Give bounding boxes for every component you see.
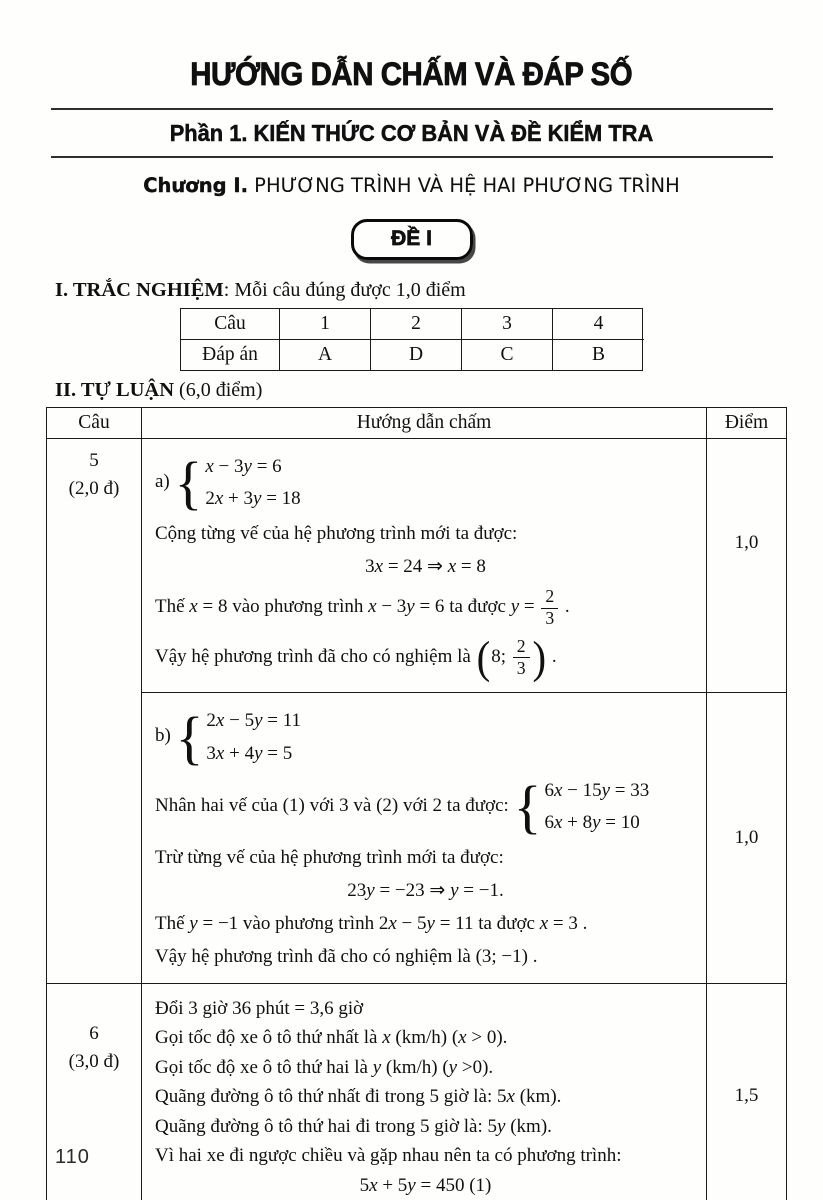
text-run: >0).: [457, 1056, 494, 1078]
brace-icon: {: [174, 449, 203, 516]
math-run: x: [382, 1027, 391, 1049]
system-equation: 3x + 4y = 5: [206, 742, 293, 764]
page-number: 110: [55, 1146, 90, 1168]
answer-table-cell: C: [461, 339, 552, 370]
text-run: .: [527, 945, 538, 967]
content-line: [155, 1173, 696, 1198]
text-run: Cộng từng vế của hệ phương trình mới ta được:: [155, 523, 518, 545]
chapter-prefix: Chương I.: [143, 174, 248, 197]
math-run: x: [458, 1027, 467, 1049]
content-line: [155, 587, 696, 629]
math-run: x = 3: [539, 912, 578, 934]
answer-table-cell: 2: [370, 309, 461, 339]
answer-table-cell: 4: [552, 309, 644, 339]
content-line: [155, 911, 696, 936]
content-line: [155, 1055, 696, 1080]
text-run: ta được: [473, 912, 540, 934]
system-equation: 2x − 5y = 11: [206, 710, 302, 732]
content-line: [155, 1114, 696, 1139]
fraction: [513, 637, 530, 679]
equation-system: [174, 449, 301, 516]
text-run: Thế: [155, 596, 190, 618]
text-run: (km/h) (: [390, 1027, 459, 1049]
text-run: (km/h) (: [381, 1056, 449, 1078]
question5b-solution-cell: [141, 692, 706, 983]
content-line: [155, 1143, 696, 1168]
text-run: Trừ từng vế của hệ phương trình mới ta được:: [155, 846, 504, 868]
text-run: .: [560, 596, 570, 618]
system-equation: 6x + 8y = 10: [544, 811, 640, 833]
content-line: [155, 521, 696, 546]
answer-table-cell: 3: [461, 309, 552, 339]
math-run: y = −1: [189, 912, 239, 934]
math-run: y =: [510, 596, 540, 618]
fraction-denominator: 3: [545, 608, 555, 629]
divider-rule-bottom: [51, 156, 773, 158]
section2-heading-bold: II. TỰ LUẬN: [55, 379, 175, 401]
grading-table: [46, 407, 787, 1200]
question5-number-cell: [47, 438, 141, 983]
answer-key-table: [180, 308, 643, 371]
exam-badge: ĐỀ I: [351, 219, 473, 260]
math-run: 23y = −23 ⇒ y = −1.: [347, 879, 504, 901]
math-run: x − 3y = 6: [368, 596, 445, 618]
question6-score-cell: 1,5: [706, 983, 786, 1200]
page-title-text: HƯỚNG DẪN CHẤM VÀ ĐÁP SỐ: [190, 56, 633, 92]
part-heading: [41, 120, 782, 147]
math-run: 5x + 5y = 450 (1): [359, 1175, 492, 1197]
text-run: .: [577, 912, 588, 934]
fraction-denominator: 3: [516, 657, 526, 678]
text-run: vào phương trình: [227, 596, 369, 618]
section1-heading: [55, 279, 782, 302]
answer-table-cell: A: [279, 339, 370, 370]
text-run: Vậy hệ phương trình đã cho có nghiệm là: [155, 646, 476, 668]
content-line: [155, 554, 696, 579]
answer-table-cell: D: [370, 339, 461, 370]
grading-header-cau: Câu: [78, 412, 110, 433]
answer-table-cell: 1: [279, 309, 370, 339]
equation-system: [175, 703, 302, 771]
part-heading-text: Phần 1. KIẾN THỨC CƠ BẢN VÀ ĐỀ KIỂM TRA: [169, 120, 654, 146]
math-run: x = 8: [189, 596, 228, 618]
section2-heading-rest: (6,0 điểm): [174, 379, 263, 401]
content-line: [155, 1025, 696, 1050]
question5b-score-cell: 1,0: [706, 692, 786, 983]
answer-table-cell: Câu: [214, 313, 246, 334]
content-line: [155, 703, 696, 771]
math-run: y: [372, 1056, 382, 1078]
page-title: [41, 56, 782, 93]
text-run: Vậy hệ phương trình đã cho có nghiệm là: [155, 945, 476, 967]
content-line: [155, 1084, 696, 1109]
text-run: ta được: [444, 596, 511, 618]
question-number: 5: [89, 450, 99, 471]
system-rows: [205, 454, 300, 511]
content-line: [155, 996, 696, 1021]
content-line: Vậy hệ phương trình đã cho có nghiệm là (8; $\frac{2}{3}$ ) .: [155, 631, 557, 683]
chapter-title-text: PHƯƠNG TRÌNH VÀ HỆ HAI PHƯƠNG TRÌNH: [247, 174, 680, 197]
text-run: Thế: [155, 912, 190, 934]
math-run: 3x = 24 ⇒ x = 8: [365, 556, 486, 578]
system-rows: [544, 778, 649, 835]
text-run: .: [547, 646, 557, 668]
math-run: x: [506, 1086, 515, 1108]
answer-table-cell: Đáp án: [181, 339, 279, 370]
equation-system: [513, 773, 650, 840]
text-run: Nhân hai vế của (1) với 3 và (2) với 2 ta được:: [155, 794, 514, 816]
content-line: [155, 449, 696, 516]
grading-header-diem: Điểm: [706, 408, 786, 438]
content-line: [155, 878, 696, 903]
text-run: (km).: [505, 1115, 552, 1137]
text-run: a): [155, 470, 175, 492]
content-line: [155, 845, 696, 870]
section1-heading-bold: I. TRẮC NGHIỆM: [55, 279, 224, 301]
divider-rule-top: [51, 108, 773, 110]
chapter-heading: [41, 174, 782, 197]
text-run: (km).: [514, 1086, 562, 1108]
brace-icon: {: [513, 773, 542, 840]
fraction-numerator: 2: [541, 587, 558, 608]
text-run: > 0).: [466, 1027, 508, 1049]
content-line: [155, 944, 696, 969]
content-line: [155, 773, 696, 840]
question-points: (2,0 đ): [68, 477, 120, 499]
math-run: 8;: [491, 646, 511, 668]
system-equation: x − 3y = 6: [205, 456, 282, 477]
system-equation: 2x + 3y = 18: [205, 488, 301, 510]
section2-heading: [55, 379, 782, 402]
section1-heading-rest: : Mỗi câu đúng được 1,0 điểm: [223, 279, 466, 301]
system-equation: 6x − 15y = 33: [544, 779, 650, 801]
exam-badge-wrap: [41, 219, 782, 260]
question5a-solution-cell: [141, 438, 706, 692]
text-run: vào phương trình: [238, 912, 379, 934]
math-run: 2x − 5y = 11: [378, 912, 474, 934]
grading-header-huongdan: Hướng dẫn chấm: [141, 408, 706, 438]
text-run: Đổi 3 giờ 36 phút = 3,6 giờ: [155, 997, 364, 1019]
question6-solution-cell: [141, 983, 706, 1200]
text-run: b): [155, 725, 176, 747]
math-run: (3; −1): [475, 945, 528, 967]
fraction: [541, 587, 558, 629]
question-number: 6: [89, 1023, 99, 1045]
fraction-numerator: 2: [513, 637, 530, 658]
text-run: Quãng đường ô tô thứ nhất đi trong 5 giờ là: 5: [155, 1086, 507, 1108]
math-run: y: [497, 1115, 506, 1137]
text-run: Quãng đường ô tô thứ hai đi trong 5 giờ là: 5: [155, 1115, 498, 1137]
answer-table-cell: B: [552, 339, 644, 370]
text-run: Gọi tốc độ xe ô tô thứ hai là: [155, 1056, 373, 1078]
system-rows: [206, 708, 301, 765]
math-run: y: [448, 1056, 458, 1078]
question5a-score-cell: 1,0: [706, 438, 786, 692]
brace-icon: {: [175, 703, 204, 771]
text-run: Vì hai xe đi ngược chiều và gặp nhau nên ta có phương trình:: [155, 1145, 622, 1167]
question-points: (3,0 đ): [68, 1050, 120, 1072]
text-run: Gọi tốc độ xe ô tô thứ nhất là: [155, 1027, 383, 1049]
